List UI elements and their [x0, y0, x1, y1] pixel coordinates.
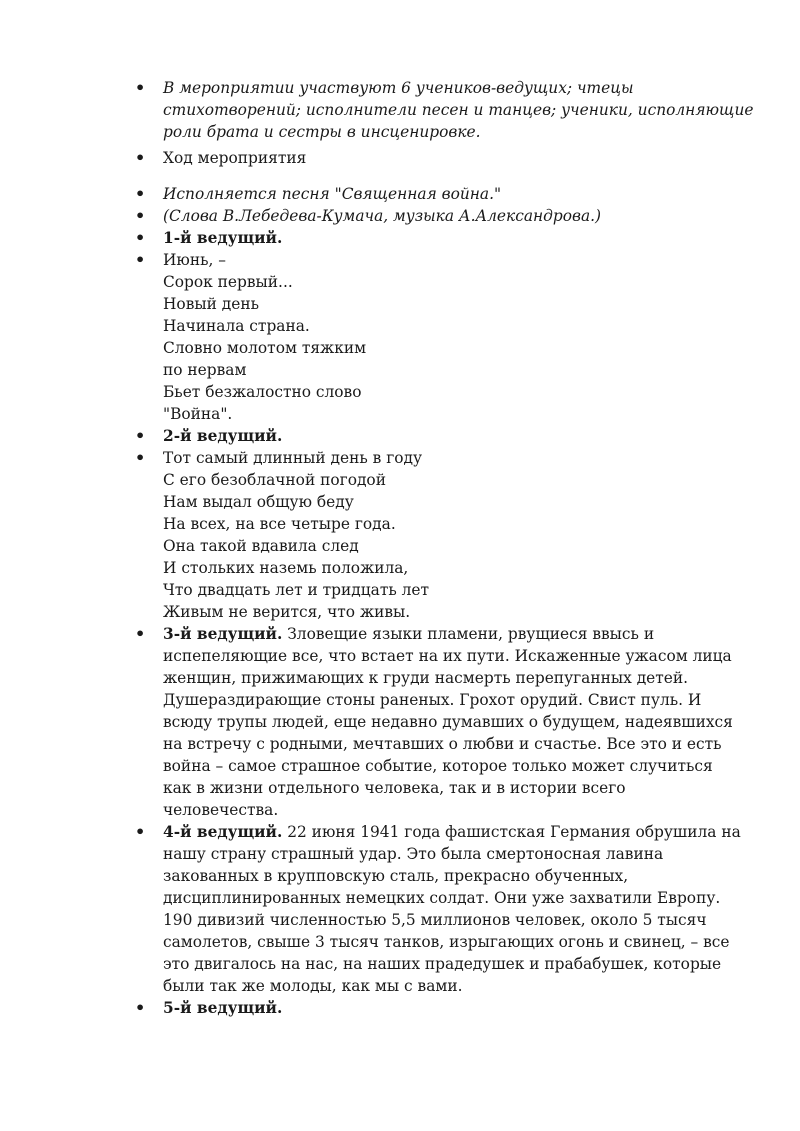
paragraph-line: нашу страну страшный удар. Это была смертоносная лавина: [163, 845, 664, 863]
list-item-presenter-1: [0, 227, 800, 249]
paragraph-line: всюду трупы людей, еще недавно думавших о будущем, надеявшихся: [163, 713, 733, 731]
paragraph-line: это двигалось на нас, на наших прадедушек и прабабушек, которые: [163, 955, 722, 973]
list-item-poem-1: [0, 249, 800, 425]
paragraph-line: испепеляющие все, что встает на их пути. Искаженные ужасом лица: [163, 647, 732, 665]
list-item-section-heading: [0, 147, 800, 169]
list-item-song: [0, 183, 800, 205]
paragraph-first-line: [163, 821, 740, 843]
presenter-label: 4-й ведущий.: [163, 823, 283, 841]
text-line: • (Слова В.Лебедева-Кумача, музыка А.Александрова.): [163, 207, 602, 225]
poem-line: Что двадцать лет и тридцать лет: [163, 581, 430, 599]
text-line: роли брата и сестры в инсценировке.: [163, 123, 481, 141]
list-item-participants: [0, 77, 800, 143]
poem-line: • Июнь, –: [163, 251, 226, 269]
paragraph-text: 22 июня 1941 года фашистская Германия обрушила на: [282, 823, 741, 841]
paragraph-line: на встречу с родными, мечтавших о любви и счастье. Все это и есть: [163, 735, 722, 753]
poem-line: • Тот самый длинный день в году: [163, 449, 423, 467]
poem-line: Новый день: [163, 295, 259, 313]
presenter-label: 3-й ведущий.: [163, 625, 283, 643]
list-item-song-credits: [0, 205, 800, 227]
poem-line: Бьет безжалостно слово: [163, 383, 362, 401]
presenter-label: • 5-й ведущий.: [163, 999, 283, 1017]
list-item-presenter-4: [0, 821, 800, 997]
paragraph-line: 190 дивизий численностью 5,5 миллионов человек, около 5 тысяч: [163, 911, 707, 929]
poem-line: Живым не верится, что живы.: [163, 603, 411, 621]
bullet-list: [0, 77, 800, 1019]
poem-line: Сорок первый...: [163, 273, 293, 291]
poem-line: С его безоблачной погодой: [163, 471, 386, 489]
presenter-label: • 1-й ведущий.: [163, 229, 283, 247]
poem-line: по нервам: [163, 361, 247, 379]
text-line: • Исполняется песня "Священная война.": [163, 185, 502, 203]
paragraph-text: Зловещие языки пламени, рвущиеся ввысь и: [282, 625, 655, 643]
paragraph-line: дисциплинированных немецких солдат. Они уже захватили Европу.: [163, 889, 721, 907]
paragraph-line: закованных в крупповскую сталь, прекрасно обученных,: [163, 867, 629, 885]
paragraph-line: человечества.: [163, 801, 279, 819]
presenter-label: • 2-й ведущий.: [163, 427, 283, 445]
poem-line: Она такой вдавила след: [163, 537, 359, 555]
paragraph-line: самолетов, свыше 3 тысяч танков, изрыгающих огонь и свинец, – все: [163, 933, 730, 951]
text-line: • В мероприятии участвуют 6 учеников-ведущих; чтецы: [163, 79, 634, 97]
section-heading: • Ход мероприятия: [163, 149, 307, 167]
poem-line: Начинала страна.: [163, 317, 310, 335]
paragraph-line: как в жизни отдельного человека, так и в истории всего: [163, 779, 626, 797]
list-item-presenter-3: [0, 623, 800, 821]
paragraph-line: Душераздирающие стоны раненых. Грохот орудий. Свист пуль. И: [163, 691, 702, 709]
paragraph-line: война – самое страшное событие, которое только может случиться: [163, 757, 713, 775]
text-line: стихотворений; исполнители песен и танцев; ученики, исполняющие: [163, 101, 754, 119]
paragraph-line: были так же молоды, как мы с вами.: [163, 977, 463, 995]
list-item-poem-2: [0, 447, 800, 623]
poem-line: На всех, на все четыре года.: [163, 515, 396, 533]
poem-line: Нам выдал общую беду: [163, 493, 354, 511]
paragraph-line: женщин, прижимающих к груди насмерть перепуганных детей.: [163, 669, 689, 687]
poem-line: Словно молотом тяжким: [163, 339, 367, 357]
list-item-presenter-2: [0, 425, 800, 447]
list-item-presenter-5: [0, 997, 800, 1019]
paragraph-first-line: [163, 623, 740, 645]
poem-line: И стольких наземь положила,: [163, 559, 409, 577]
poem-line: "Война".: [163, 405, 233, 423]
